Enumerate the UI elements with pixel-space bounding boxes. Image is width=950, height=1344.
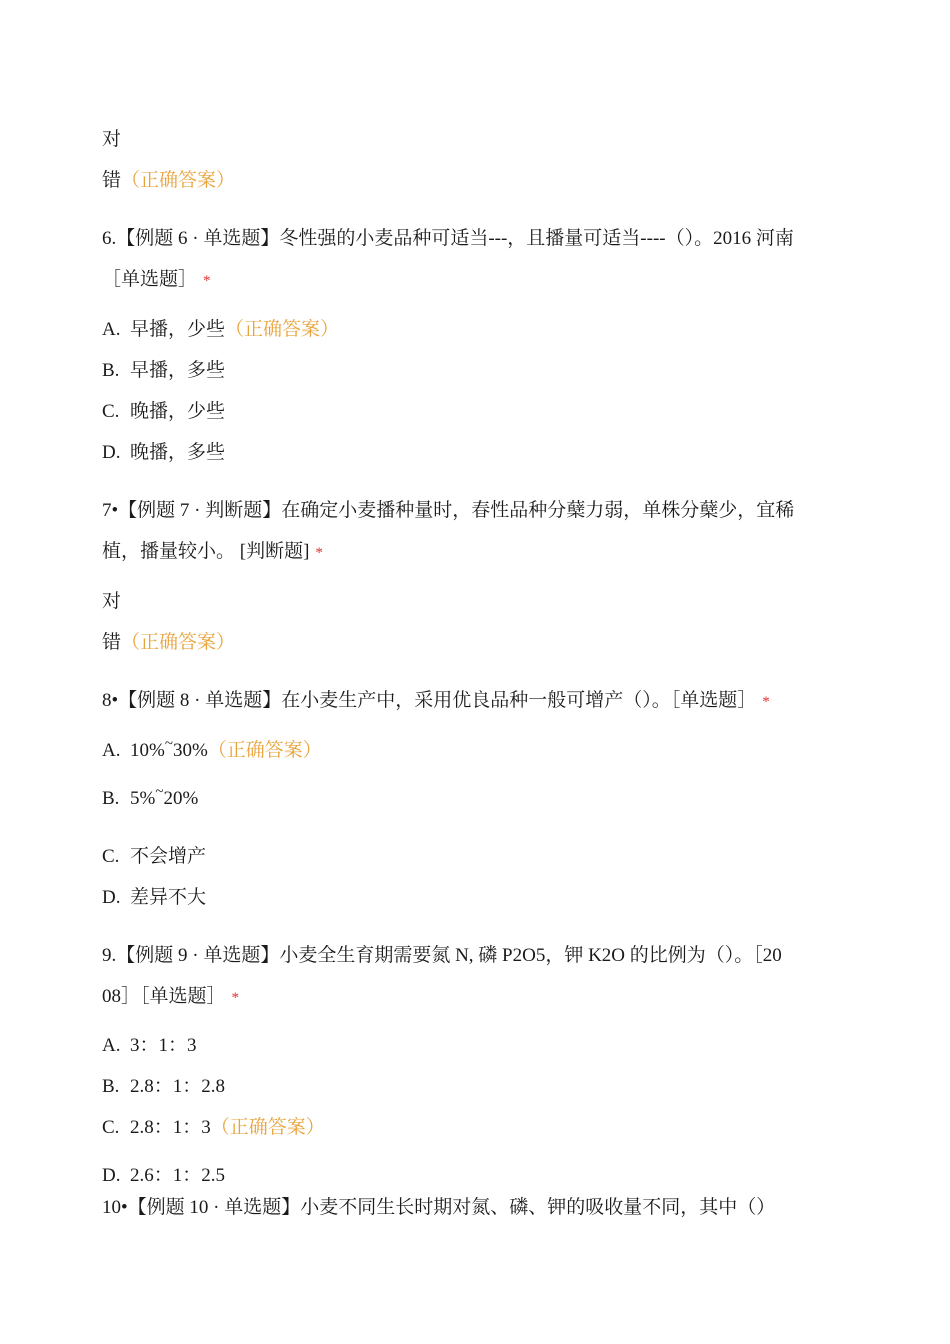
q9-title xyxy=(102,944,782,968)
q6-title-cont xyxy=(102,268,211,293)
option-text: 20% xyxy=(163,788,199,809)
q8-option-d[interactable] xyxy=(102,886,206,910)
required-mark: * xyxy=(203,273,211,289)
option-text: 2.8：1：3 xyxy=(130,1117,211,1138)
q9-title-cont xyxy=(102,985,239,1010)
q9-option-d[interactable] xyxy=(102,1164,225,1188)
q7-title xyxy=(102,499,794,523)
option-text: 2.8：1：2.8 xyxy=(130,1076,226,1097)
q9-option-c[interactable] xyxy=(102,1116,325,1140)
correct-answer-mark: （正确答案） xyxy=(121,632,236,653)
required-mark: * xyxy=(231,990,240,1006)
q6-title-line2: ［单选题］ xyxy=(102,269,198,290)
option-letter: B. xyxy=(102,360,120,381)
option-letter: A. xyxy=(102,319,121,340)
q7-option-false-label: 错 xyxy=(102,632,122,653)
option-letter: B. xyxy=(102,788,120,809)
option-letter: A. xyxy=(102,740,121,761)
q7-title-line2: 植，播量较小。 [判断题] xyxy=(102,541,310,562)
q5-option-true[interactable] xyxy=(102,128,121,152)
required-mark: * xyxy=(315,545,323,561)
q6-option-b[interactable] xyxy=(102,359,225,383)
q5-option-false[interactable] xyxy=(102,169,235,193)
option-letter: B. xyxy=(102,1076,120,1097)
option-text: 30% xyxy=(172,740,208,761)
option-text: 早播，多些 xyxy=(130,360,226,381)
tilde-mark: ~ xyxy=(155,784,164,800)
option-text: 10% xyxy=(130,740,165,761)
option-text: 2.6：1：2.5 xyxy=(130,1165,226,1186)
option-text: 早播，少些 xyxy=(130,319,226,340)
option-text: 差异不大 xyxy=(130,887,207,908)
option-letter: C. xyxy=(102,846,120,867)
q7-title-line1: 7•【例题 7 · 判断题】在确定小麦播种量时，春性品种分蘖力弱，单株分蘖少，宜稀 xyxy=(102,500,795,521)
q8-option-a[interactable] xyxy=(102,736,322,764)
tilde-mark: ~ xyxy=(164,736,173,752)
option-text: 5% xyxy=(130,788,156,809)
q6-title xyxy=(102,227,794,251)
option-text: 不会增产 xyxy=(130,846,207,867)
q10-title-line1: 10•【例题 10 · 单选题】小麦不同生长时期对氮、磷、钾的吸收量不同，其中（） xyxy=(102,1197,776,1218)
q7-title-cont xyxy=(102,540,323,565)
q8-option-c[interactable] xyxy=(102,845,206,869)
required-mark: * xyxy=(762,694,770,710)
option-letter: D. xyxy=(102,887,121,908)
correct-answer-mark: （正确答案） xyxy=(225,319,340,340)
q8-option-b[interactable] xyxy=(102,784,199,812)
q10-title xyxy=(102,1196,775,1220)
q9-option-b[interactable] xyxy=(102,1075,225,1099)
q6-title-line1: 6.【例题 6 · 单选题】冬性强的小麦品种可适当---，且播量可适当----（）。2016 河南 xyxy=(102,228,794,249)
option-text: 晚播，多些 xyxy=(130,442,226,463)
correct-answer-mark: （正确答案） xyxy=(121,170,236,191)
q6-option-a[interactable] xyxy=(102,318,339,342)
option-text: 3：1：3 xyxy=(130,1035,197,1056)
q9-option-a[interactable] xyxy=(102,1034,197,1058)
option-letter: C. xyxy=(102,1117,120,1138)
q8-title xyxy=(102,689,770,714)
q7-option-true-label: 对 xyxy=(102,591,122,612)
option-letter: A. xyxy=(102,1035,121,1056)
q6-option-d[interactable] xyxy=(102,441,225,465)
option-text: 晚播，少些 xyxy=(130,401,226,422)
q7-option-true[interactable] xyxy=(102,590,121,614)
option-letter: C. xyxy=(102,401,120,422)
correct-answer-mark: （正确答案） xyxy=(207,740,322,761)
q9-title-line2: 08］［单选题］ xyxy=(102,986,226,1007)
q7-option-false[interactable] xyxy=(102,631,235,655)
q9-title-line1: 9.【例题 9 · 单选题】小麦全生育期需要氮 N, 磷 P2O5，钾 K2O 的比例为（）。［20 xyxy=(102,945,782,966)
q6-option-c[interactable] xyxy=(102,400,225,424)
option-letter: D. xyxy=(102,1165,121,1186)
option-letter: D. xyxy=(102,442,121,463)
correct-answer-mark: （正确答案） xyxy=(210,1117,325,1138)
q8-title-line1: 8•【例题 8 · 单选题】在小麦生产中，采用优良品种一般可增产（）。［单选题］ xyxy=(102,690,757,711)
q5-option-true-label: 对 xyxy=(102,129,122,150)
q5-option-false-label: 错 xyxy=(102,170,122,191)
